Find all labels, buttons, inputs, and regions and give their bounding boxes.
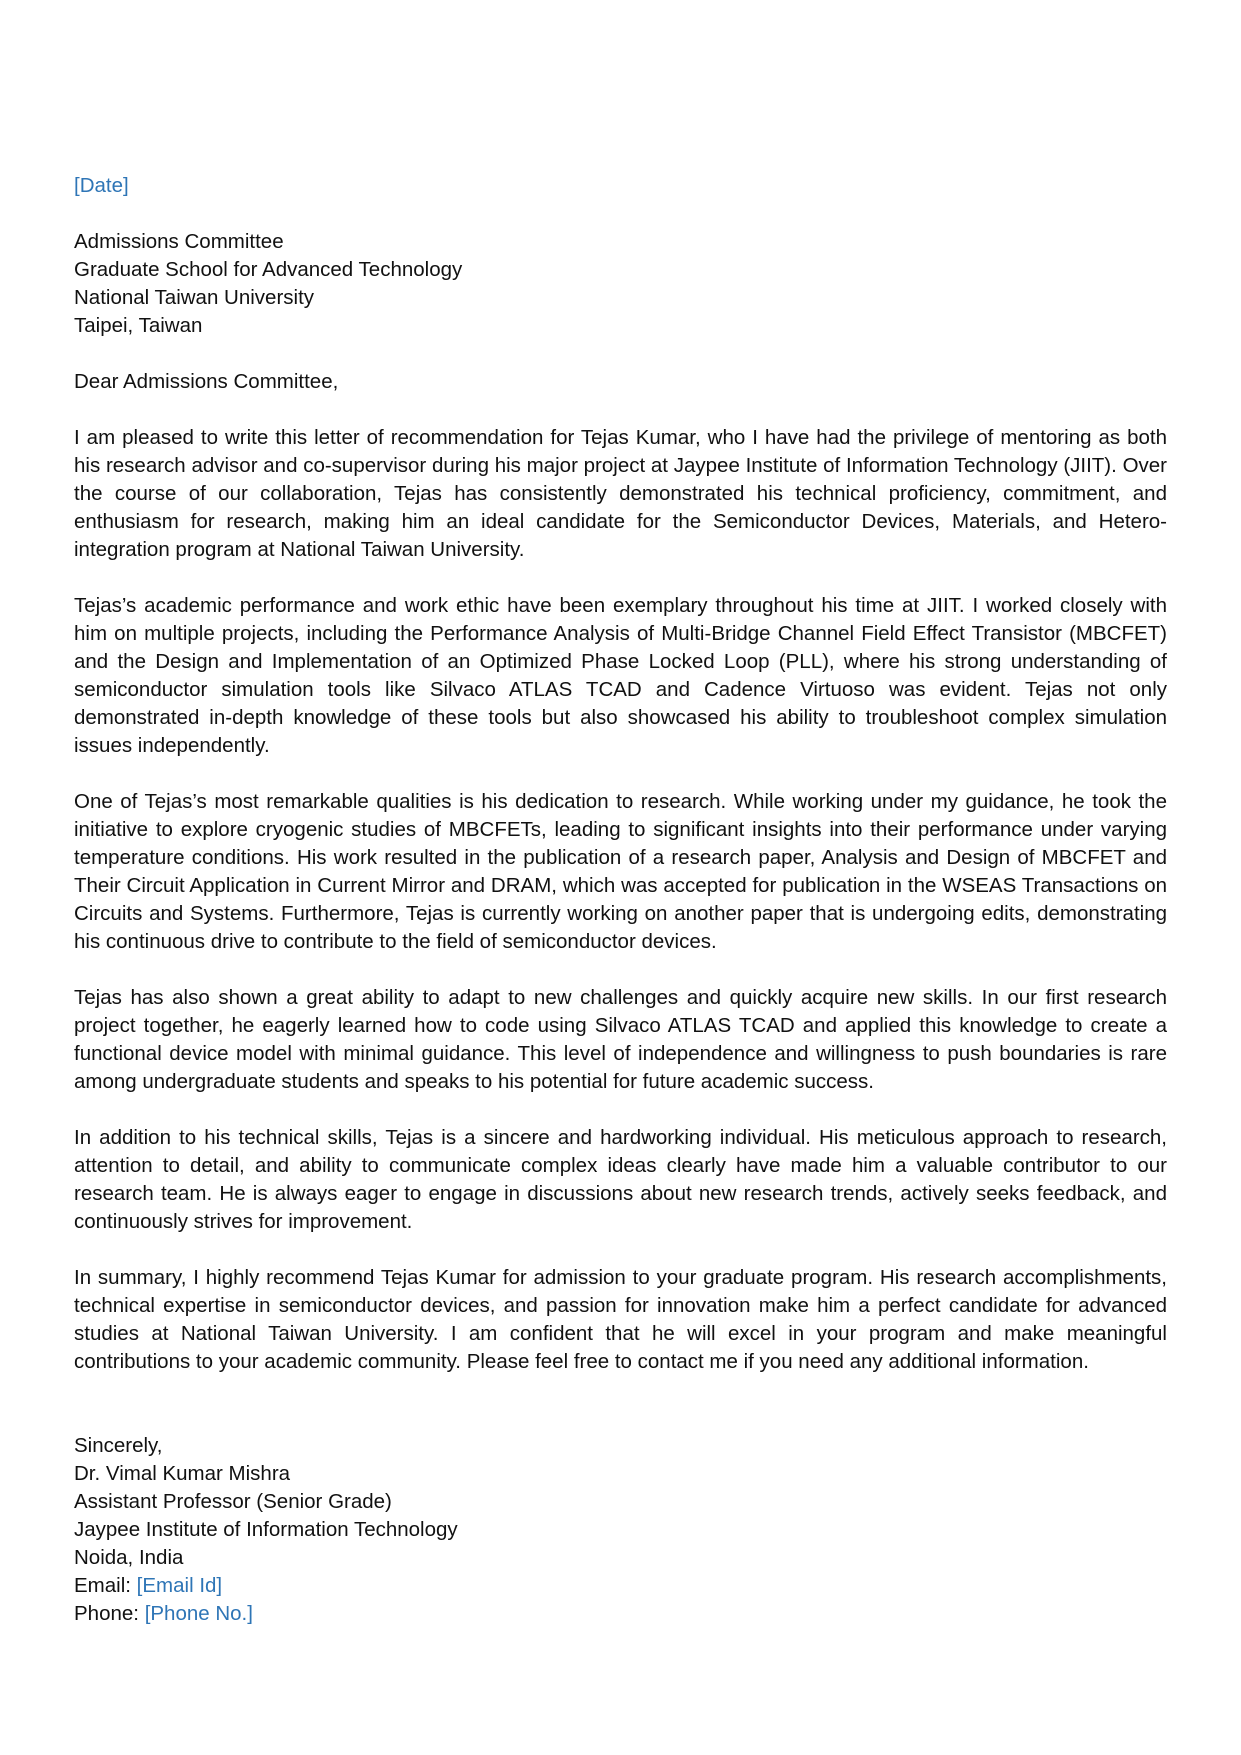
email-label: Email:: [74, 1574, 131, 1597]
salutation-text: Dear Admissions Committee,: [74, 370, 339, 393]
signer-title: Assistant Professor (Senior Grade): [74, 1490, 392, 1513]
body-paragraph-4: Tejas has also shown a great ability to adapt to new challenges and quickly acquire new skills. In our first research project together, he eagerly learned how to code using Silvaco ATLAS TCAD and applied this knowledge to create a functional device model with minimal guidance. This level of independence and willingness to push boundaries is rare among undergraduate students and speaks to his potential for future academic success.: [74, 986, 1167, 1093]
recipient-line-1: Admissions Committee: [74, 230, 284, 253]
valediction: Sincerely,: [74, 1434, 163, 1457]
phone-label: Phone:: [74, 1602, 139, 1625]
signer-location: Noida, India: [74, 1546, 184, 1569]
recipient-address: [74, 228, 1167, 340]
recipient-line-3: National Taiwan University: [74, 286, 315, 309]
letter-page: [74, 172, 1167, 1628]
date-block: [74, 172, 1167, 200]
phone-line: [74, 1600, 1167, 1628]
salutation: [74, 368, 1167, 396]
body-paragraph-5: In addition to his technical skills, Tejas is a sincere and hardworking individual. His meticulous approach to research, attention to detail, and ability to communicate complex ideas clearly have made him a valuable contributor to our research team. He is always eager to engage in discussions about new research trends, actively seeks feedback, and continuously strives for improvement.: [74, 1126, 1167, 1233]
signer-name: Dr. Vimal Kumar Mishra: [74, 1462, 291, 1485]
body-paragraph-6: In summary, I highly recommend Tejas Kumar for admission to your graduate program. His research accomplishments, technical expertise in semiconductor devices, and passion for innovation make him a perfect candidate for advanced studies at National Taiwan University. I am confident that he will excel in your program and make meaningful contributions to your academic community. Please feel free to contact me if you need any additional information.: [74, 1266, 1167, 1373]
recipient-line-4: Taipei, Taiwan: [74, 314, 203, 337]
signature-block: [74, 1432, 1167, 1628]
date-placeholder: [Date]: [74, 174, 129, 197]
body-paragraph-3: One of Tejas’s most remarkable qualities is his dedication to research. While working under my guidance, he took the initiative to explore cryogenic studies of MBCFETs, leading to significant insights into their performance under varying temperature conditions. His work resulted in the publication of a research paper, Analysis and Design of MBCFET and Their Circuit Application in Current Mirror and DRAM, which was accepted for publication in the WSEAS Transactions on Circuits and Systems. Furthermore, Tejas is currently working on another paper that is undergoing edits, demonstrating his continuous drive to contribute to the field of semiconductor devices.: [74, 790, 1167, 953]
email-line: [74, 1572, 1167, 1600]
body-paragraph-2: Tejas’s academic performance and work ethic have been exemplary throughout his time at JIIT. I worked closely with him on multiple projects, including the Performance Analysis of Multi-Bridge Channel Field Effect Transistor (MBCFET) and the Design and Implementation of an Optimized Phase Locked Loop (PLL), where his strong understanding of semiconductor simulation tools like Silvaco ATLAS TCAD and Cadence Virtuoso was evident. Tejas not only demonstrated in-depth knowledge of these tools but also showcased his ability to troubleshoot complex simulation issues independently.: [74, 594, 1167, 757]
recipient-line-2: Graduate School for Advanced Technology: [74, 258, 463, 281]
phone-placeholder: [Phone No.]: [144, 1602, 253, 1625]
signer-institution: Jaypee Institute of Information Technology: [74, 1518, 458, 1541]
email-placeholder: [Email Id]: [136, 1574, 223, 1597]
body-paragraph-1: I am pleased to write this letter of recommendation for Tejas Kumar, who I have had the privilege of mentoring as both his research advisor and co-supervisor during his major project at Jaypee Institute of Information Technology (JIIT). Over the course of our collaboration, Tejas has consistently demonstrated his technical proficiency, commitment, and enthusiasm for research, making him an ideal candidate for the Semiconductor Devices, Materials, and Hetero-integration program at National Taiwan University.: [74, 426, 1167, 561]
